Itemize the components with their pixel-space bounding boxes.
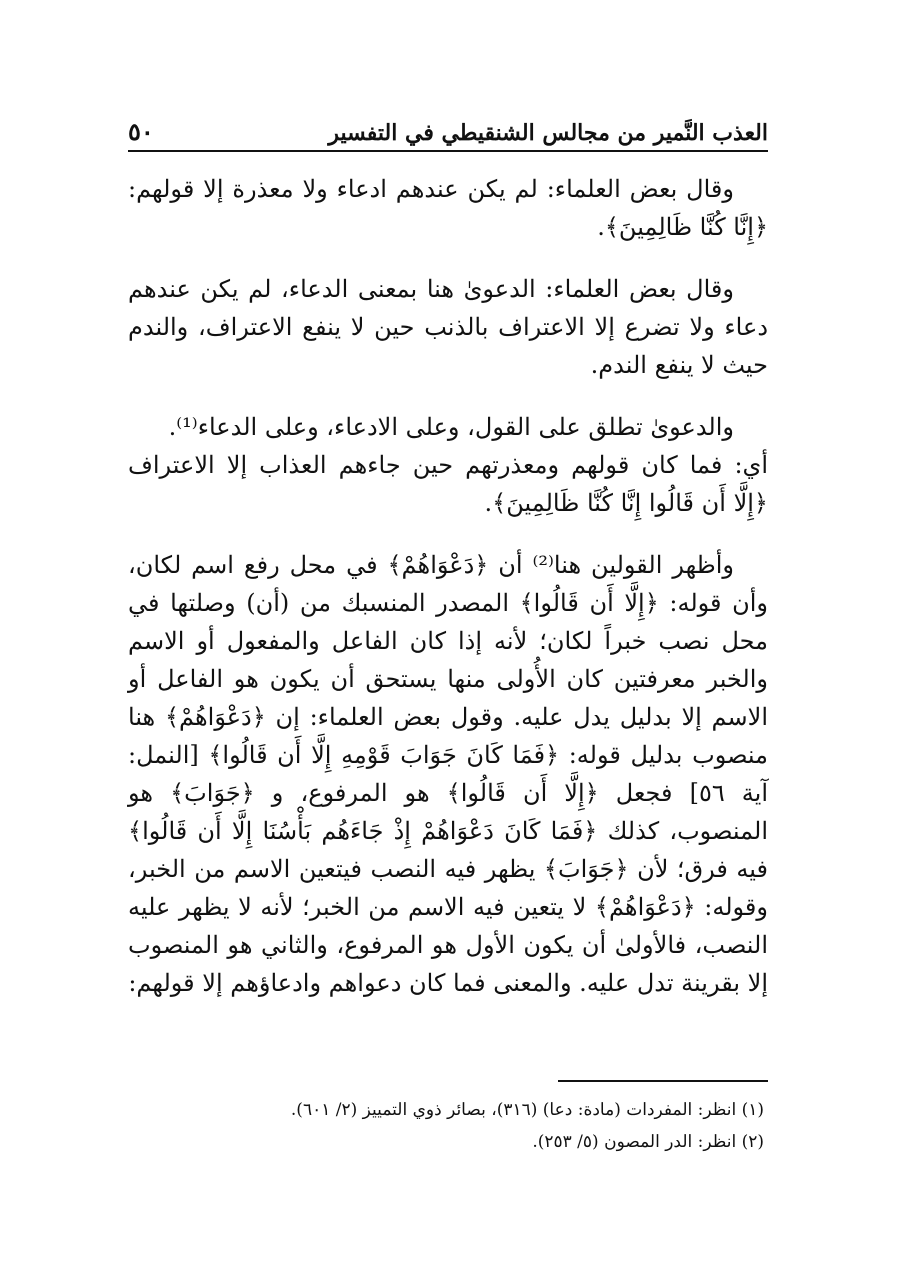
footnote-separator bbox=[558, 1080, 768, 1082]
main-text bbox=[128, 170, 768, 1026]
page-number: ٥٠ bbox=[128, 117, 154, 146]
paragraph-1: وقال بعض العلماء: لم يكن عندهم ادعاء ولا معذرة إلا قولهم: ﴿إِنَّا كُنَّا ظَالِمِينَ﴾. bbox=[128, 175, 768, 241]
paragraph-3: والدعوىٰ تطلق على القول، وعلى الادعاء، وعلى الدعاء⁽¹⁾. bbox=[168, 413, 734, 441]
paragraph-2: وقال بعض العلماء: الدعوىٰ هنا بمعنى الدعاء، لم يكن عندهم دعاء ولا تضرع إلا الاعتراف بالذنب حين لا ينفع الاعتراف، والندم حيث لا ينفع الندم. bbox=[128, 275, 768, 379]
paragraph-5: وأظهر القولين هنا⁽²⁾ أن ﴿دَعْوَاهُمْ﴾ في محل رفع اسم لكان، وأن قوله: ﴿إِلَّا أَن قَالُوا﴾ المصدر المنسبك من (أن) وصلتها في محل نصب خبراً لكان؛ لأنه إذا كان الفاعل والمفعول أو الاسم والخبر معرفتين كان الأُولى منها يستحق أن يكون هو الفاعل أو الاسم إلا بدليل يدل عليه. وقول بعض العلماء: إن ﴿دَعْوَاهُمْ﴾ هنا منصوب بدليل قوله: ﴿فَمَا كَانَ جَوَابَ قَوْمِهِ إِلَّا أَن قَالُوا﴾ [النمل: آية ٥٦] فجعل ﴿إِلَّا أَن قَالُوا﴾ هو المرفوع، و ﴿جَوَابَ﴾ هو المنصوب، كذلك ﴿فَمَا كَانَ دَعْوَاهُمْ إِذْ جَاءَهُم بَأْسُنَا إِلَّا أَن قَالُوا﴾ فيه فرق؛ لأن ﴿جَوَابَ﴾ يظهر فيه النصب فيتعين الاسم من الخبر، وقوله: ﴿دَعْوَاهُمْ﴾ لا يتعين فيه الاسم من الخبر؛ لأنه لا يظهر عليه النصب، فالأولىٰ أن يكون الأول هو المرفوع، والثاني هو المنصوب إلا بقرينة تدل عليه. والمعنى فما كان دعواهم وادعاؤهم إلا قولهم: bbox=[128, 551, 769, 997]
footnote-1: (١) انظر: المفردات (مادة: دعا) (٣١٦)، بصائر ذوي التمييز (٢/ ٦٠١). bbox=[290, 1100, 764, 1120]
footnotes bbox=[128, 1094, 768, 1158]
paragraph-4: أي: فما كان قولهم ومعذرتهم حين جاءهم العذاب إلا الاعتراف ﴿إِلَّا أَن قَالُوا إِنَّا كُنَّا ظَالِمِينَ﴾. bbox=[128, 451, 768, 517]
footnote-2: (٢) انظر: الدر المصون (٥/ ٢٥٣). bbox=[532, 1132, 764, 1152]
running-header bbox=[128, 112, 768, 152]
header-title: العذب النَّمير من مجالس الشنقيطي في التفسير bbox=[328, 120, 768, 146]
